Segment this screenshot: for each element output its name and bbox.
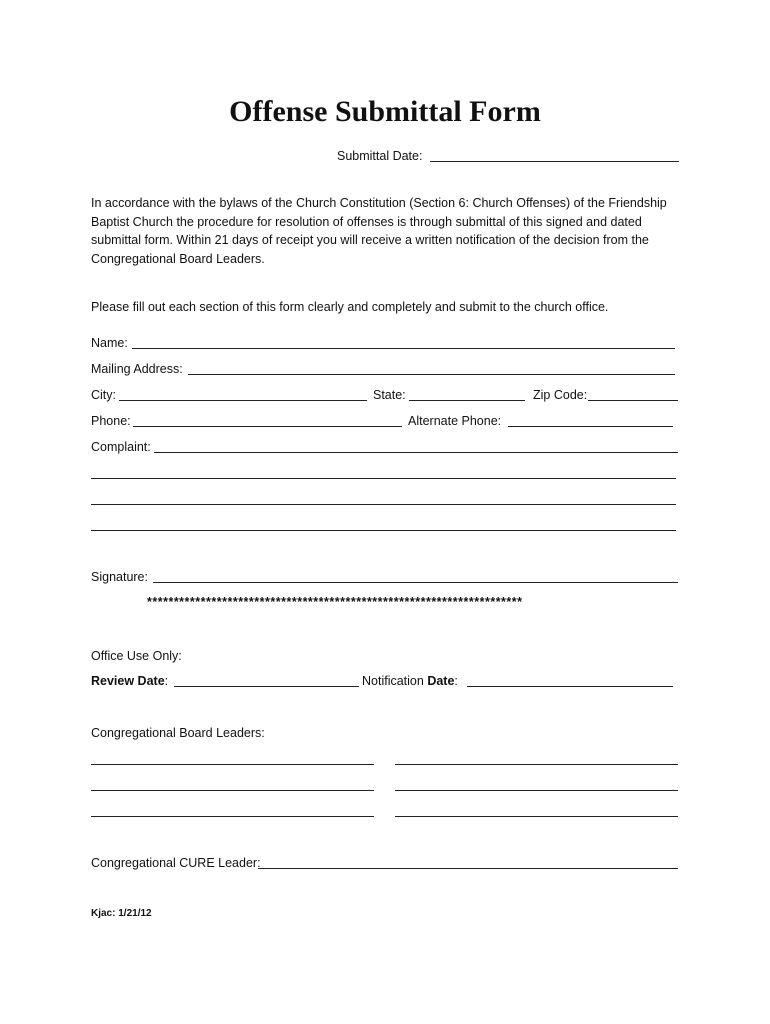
notification-date-colon: : xyxy=(454,674,458,688)
complaint-line[interactable] xyxy=(91,478,676,479)
mailing-address-field[interactable] xyxy=(188,374,675,375)
board-leader-line[interactable] xyxy=(395,764,678,765)
board-leader-line[interactable] xyxy=(395,816,678,817)
state-field[interactable] xyxy=(409,400,525,401)
board-leader-line[interactable] xyxy=(91,764,374,765)
cure-leader-label: Congregational CURE Leader: xyxy=(91,856,261,870)
notification-date-field[interactable] xyxy=(467,686,673,687)
footer-revision: Kjac: 1/21/12 xyxy=(91,908,152,919)
review-date-bold: Review Date xyxy=(91,674,165,688)
city-field[interactable] xyxy=(119,400,367,401)
instruction-text: Please fill out each section of this form clearly and completely and submit to the church office. xyxy=(91,300,609,314)
complaint-line[interactable] xyxy=(91,530,676,531)
notification-prefix: Notification xyxy=(362,674,428,688)
phone-label: Phone: xyxy=(91,414,131,428)
form-title: Offense Submittal Form xyxy=(229,95,541,128)
separator-stars: ********************************************************************** xyxy=(147,595,523,609)
board-leaders-label: Congregational Board Leaders: xyxy=(91,726,265,740)
city-label: City: xyxy=(91,388,116,402)
board-leader-line[interactable] xyxy=(395,790,678,791)
notification-date-bold: Date xyxy=(427,674,455,688)
submittal-date-field[interactable] xyxy=(430,161,679,162)
complaint-field[interactable] xyxy=(154,452,678,453)
alternate-phone-field[interactable] xyxy=(508,426,673,427)
state-label: State: xyxy=(373,388,406,402)
review-date-field[interactable] xyxy=(174,686,359,687)
alternate-phone-label: Alternate Phone: xyxy=(408,414,502,428)
submittal-date-label: Submittal Date: xyxy=(337,149,423,163)
complaint-line[interactable] xyxy=(91,504,676,505)
board-leader-line[interactable] xyxy=(91,790,374,791)
zip-label: Zip Code: xyxy=(533,388,588,402)
cure-leader-field[interactable] xyxy=(258,868,678,869)
complaint-label: Complaint: xyxy=(91,440,151,454)
signature-field[interactable] xyxy=(153,582,678,583)
zip-field[interactable] xyxy=(588,400,678,401)
mailing-address-label: Mailing Address: xyxy=(91,362,183,376)
name-label: Name: xyxy=(91,336,128,350)
review-date-colon: : xyxy=(164,674,169,688)
review-date-label xyxy=(91,673,168,689)
notification-date-label xyxy=(362,673,458,689)
office-use-heading: Office Use Only: xyxy=(91,649,182,663)
phone-field[interactable] xyxy=(133,426,402,427)
signature-label: Signature: xyxy=(91,570,148,584)
board-leader-line[interactable] xyxy=(91,816,374,817)
name-field[interactable] xyxy=(132,348,675,349)
intro-paragraph: In accordance with the bylaws of the Church Constitution (Section 6: Church Offenses) of the Friendship Baptist Church the procedure for resolution of offenses is through submittal of this signed and dated submittal form. Within 21 days of receipt you will receive a written notification of the decision from the Congregational Board Leaders. xyxy=(91,196,667,266)
